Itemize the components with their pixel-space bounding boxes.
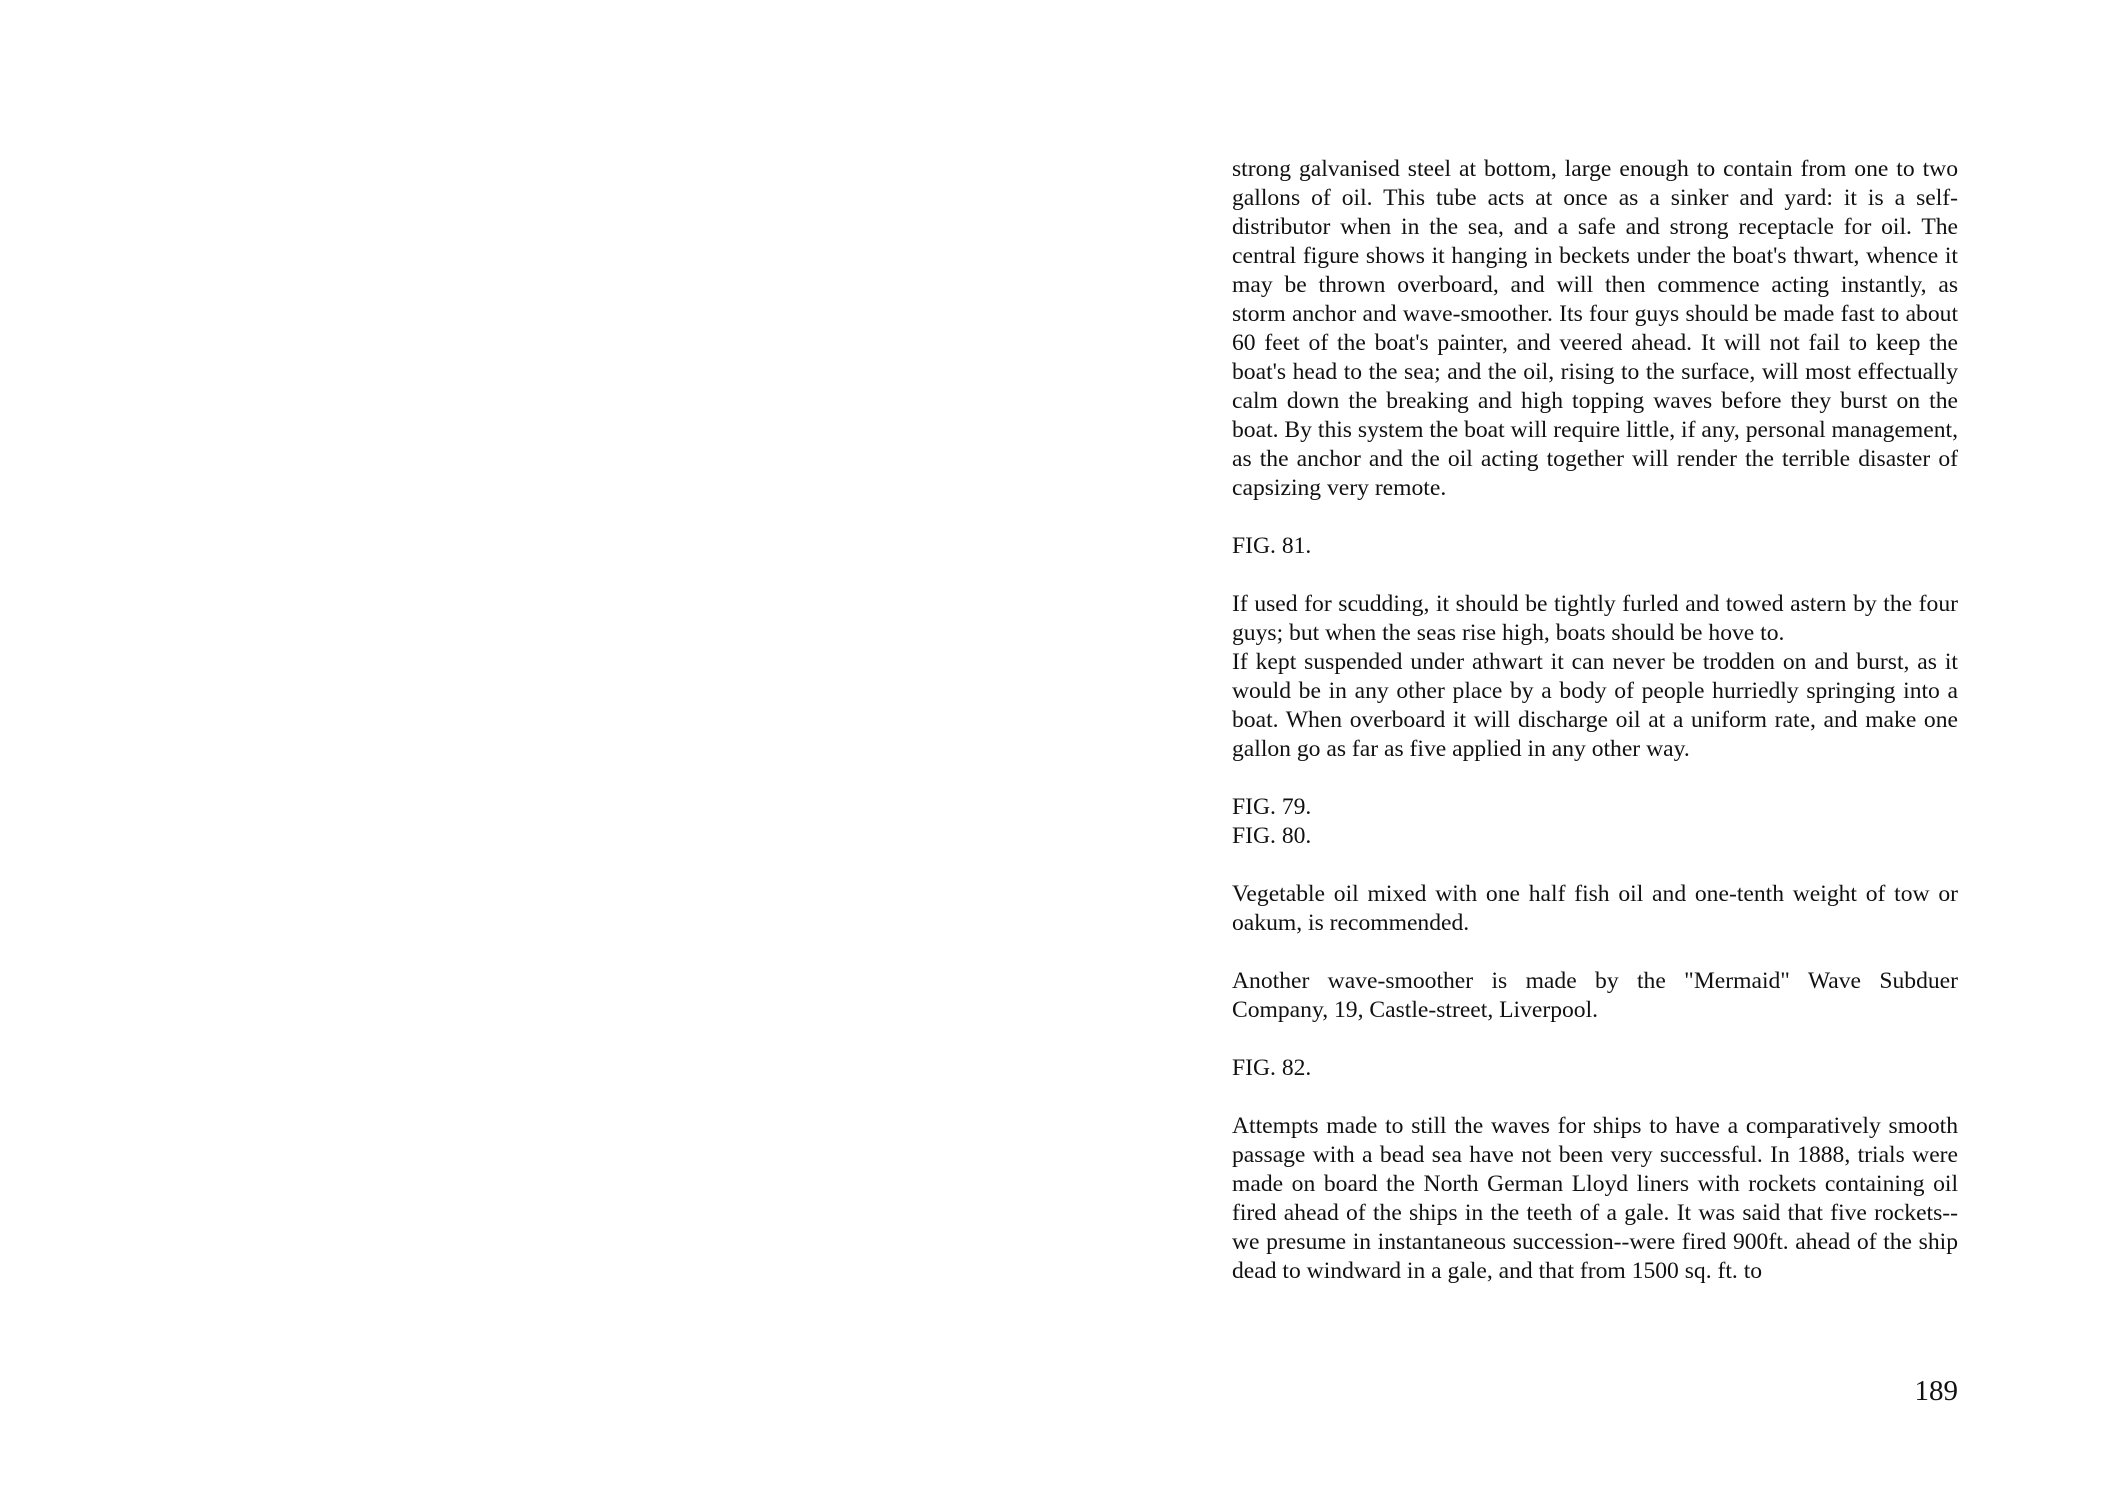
figure-label: FIG. 79. — [1232, 794, 1312, 820]
body-paragraph: Attempts made to still the waves for ships to have a comparatively smooth passage with a bead sea have not been very successful. In 1888, trials were made on board the North German Lloyd liners with rockets containing oil fired ahead of the ships in the teeth of a gale. It was said that five rockets--we presume in instantaneous succession--were fired 900ft. ahead of the ship dead to windward in a gale, and that from 1500 sq. ft. to — [1232, 1113, 1958, 1284]
text-block — [1232, 155, 1958, 503]
body-paragraph: If used for scudding, it should be tightly furled and towed astern by the four guys; but when the seas rise high, boats should be hove to. — [1232, 591, 1958, 646]
figure-label: FIG. 80. — [1232, 823, 1312, 849]
text-block — [1232, 1112, 1958, 1286]
body-paragraph: If kept suspended under athwart it can never be trodden on and burst, as it would be in any other place by a body of people hurriedly springing into a boat. When overboard it will discharge oil at a uniform rate, and make one gallon go as far as five applied in any other way. — [1232, 649, 1958, 762]
figure-reference-block — [1232, 793, 1958, 851]
body-paragraph: Another wave-smoother is made by the "Mermaid" Wave Subduer Company, 19, Castle-street, Liverpool. — [1232, 968, 1958, 1023]
text-block — [1232, 967, 1958, 1025]
page-text-column — [1232, 155, 1958, 1315]
text-block — [1232, 880, 1958, 938]
page-number: 189 — [1914, 1375, 1958, 1407]
figure-reference-block — [1232, 532, 1958, 561]
figure-label: FIG. 81. — [1232, 533, 1312, 559]
body-paragraph: strong galvanised steel at bottom, large enough to contain from one to two gallons of oil. This tube acts at once as a sinker and yard: it is a self-distributor when in the sea, and a safe and strong receptacle for oil. The central figure shows it hanging in beckets under the boat's thwart, whence it may be thrown overboard, and will then commence acting instantly, as storm anchor and wave-smoother. Its four guys should be made fast to about 60 feet of the boat's painter, and veered ahead. It will not fail to keep the boat's head to the sea; and the oil, rising to the surface, will most effectually calm down the breaking and high topping waves before they burst on the boat. By this system the boat will require little, if any, personal management, as the anchor and the oil acting together will render the terrible disaster of capsizing very remote. — [1232, 156, 1958, 501]
body-paragraph: Vegetable oil mixed with one half fish oil and one-tenth weight of tow or oakum, is recommended. — [1232, 881, 1958, 936]
figure-label: FIG. 82. — [1232, 1055, 1312, 1081]
text-block — [1232, 590, 1958, 764]
figure-reference-block — [1232, 1054, 1958, 1083]
